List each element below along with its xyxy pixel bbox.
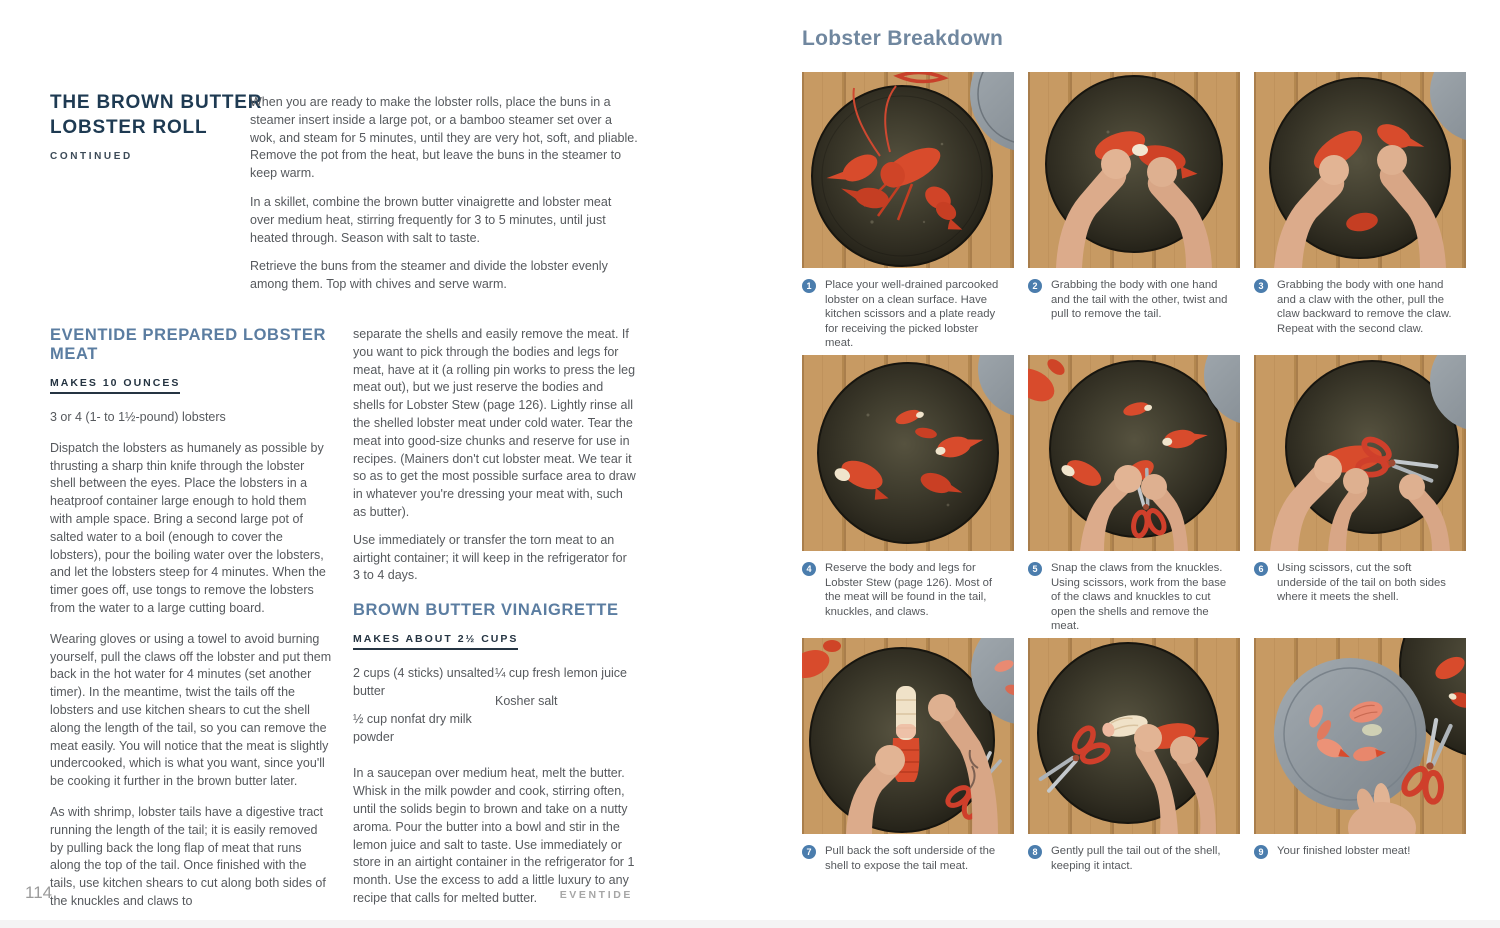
step-caption-text: Your finished lobster meat! (1277, 845, 1411, 857)
step-8-photo (1028, 638, 1240, 834)
method-paragraph: Wearing gloves or using a towel to avoid burning yourself, pull the claws off the lobster and put them back in the hot water for 4 minutes (set another timer). In the meantime, twist the tails off the lobsters and use kitchen shears to cut the shell along the length of the tail, so you can remove the meat easily. You will notice that the meat is slightly undercooked, which is what you want, since you'll be cooking it further in the brown butter later. (50, 631, 332, 789)
step-caption (1254, 278, 1466, 336)
step-5 (1028, 355, 1240, 634)
ingredient-line: ¼ cup fresh lemon juice (495, 666, 628, 681)
page-bottom-edge (0, 920, 1500, 928)
breakdown-title: Lobster Breakdown (802, 27, 1004, 50)
ingredient-line: 2 cups (4 sticks) unsalted butter (353, 666, 495, 698)
step-caption (1254, 561, 1466, 605)
intro-column (250, 94, 638, 305)
method-paragraph: separate the shells and easily remove the meat. If you want to pick through the bodies and legs for meat, have at it (a rolling pin works to press the leg meat out), but we just reserve the bodies and shells for Lobster Stew (page 126). Lightly rinse all the shelled lobster meat under cold water. Tear the meat into good-size chunks and reserve for use in recipes. (Mainers don't cut lobster meat. We tear it so as to get the most possible surface area to draw in whatever you're dressing your meat with, such as butter). (353, 327, 636, 519)
intro-paragraph: When you are ready to make the lobster rolls, place the buns in a steamer insert inside a large pot, or a bamboo steamer set over a wok, and steam for 5 minutes, until they are very hot, soft, and pliable. Remove the pot from the heat, but leave the buns in the steamer to keep warm. (250, 95, 638, 181)
sub-recipe-vinaigrette (353, 326, 637, 908)
step-number-badge: 2 (1028, 279, 1042, 293)
step-7-photo (802, 638, 1014, 834)
running-footer: EVENTIDE (559, 889, 633, 901)
step-caption (1254, 844, 1466, 859)
step-number-badge: 9 (1254, 845, 1268, 859)
method-paragraph: As with shrimp, lobster tails have a digestive tract running the length of the tail; it is easily removed by pulling back the long flap of meat that runs along the top of the tail. Once finished with the tails, use kitchen shears to cut along both sides of the knuckles and claws to (50, 804, 326, 908)
step-number-badge: 7 (802, 845, 816, 859)
step-6 (1254, 355, 1466, 605)
step-2 (1028, 72, 1240, 322)
step-2-photo (1028, 72, 1240, 268)
page-number: 114 (25, 883, 53, 902)
intro-paragraph: In a skillet, combine the brown butter vinaigrette and lobster meat over medium heat, stirring frequently for 3 to 5 minutes, until just heated through. Season with salt to taste. (250, 194, 612, 245)
step-caption (1028, 844, 1240, 873)
step-9-photo (1254, 638, 1466, 834)
method-paragraph: In a saucepan over medium heat, melt the butter. Whisk in the milk powder and cook, stirring often, until the solids begin to brown and take on a nutty aroma. Pour the butter into a bowl and stir in the lemon juice and salt to taste. Use immediately or store in an airtight container in the refrigerator for 1 month. Use the excess to add a little luxury to any recipe that calls for melted butter. (353, 766, 635, 905)
step-4-photo (802, 355, 1014, 551)
step-3 (1254, 72, 1466, 336)
step-8 (1028, 638, 1240, 873)
ingredient-line: 3 or 4 (1- to 1½-pound) lobsters (50, 410, 226, 424)
step-7 (802, 638, 1014, 873)
step-number-badge: 3 (1254, 279, 1268, 293)
step-caption (1028, 278, 1240, 322)
step-number-badge: 6 (1254, 562, 1268, 576)
step-caption-text: Pull back the soft underside of the shell to expose the tail meat. (825, 845, 996, 872)
yield-label: MAKES ABOUT 2½ CUPS (353, 633, 518, 650)
step-caption (802, 561, 1014, 619)
step-caption-text: Place your well-drained parcooked lobster on a clean surface. Have kitchen scissors and a plate ready for receiving the picked lobster meat. (825, 279, 999, 350)
step-caption-text: Using scissors, cut the soft underside of the tail on both sides where it meets the shell. (1277, 562, 1446, 604)
step-3-photo (1254, 72, 1466, 268)
continued-label: CONTINUED (50, 151, 133, 162)
step-number-badge: 1 (802, 279, 816, 293)
step-caption (1028, 561, 1240, 634)
step-1 (802, 72, 1014, 351)
sub-recipe-heading: EVENTIDE PREPARED LOBSTER MEAT (50, 326, 326, 363)
step-caption-text: Reserve the body and legs for Lobster Stew (page 126). Most of the meat will be found in the tail, knuckles, and claws. (825, 562, 993, 618)
step-caption-text: Grabbing the body with one hand and a claw with the other, pull the claw backward to remove the claw. Repeat with the second claw. (1277, 279, 1452, 335)
step-number-badge: 5 (1028, 562, 1042, 576)
method-paragraph: Use immediately or transfer the torn meat to an airtight container; it will keep in the refrigerator for 3 to 4 days. (353, 532, 627, 583)
yield-label: MAKES 10 OUNCES (50, 377, 180, 394)
step-1-photo (802, 72, 1014, 268)
step-4 (802, 355, 1014, 619)
ingredient-line: ½ cup nonfat dry milk powder (353, 711, 472, 744)
sub-recipe-heading: BROWN BUTTER VINAIGRETTE (353, 601, 619, 620)
step-caption-text: Gently pull the tail out of the shell, keeping it intact. (1051, 845, 1221, 872)
recipe-title: THE BROWN BUTTER LOBSTER ROLL (50, 92, 263, 139)
sub-recipe-lobster-meat (50, 326, 332, 911)
step-caption (802, 844, 1014, 873)
step-6-photo (1254, 355, 1466, 551)
step-caption (802, 278, 1014, 351)
method-paragraph: Dispatch the lobsters as humanely as possible by thrusting a sharp thin knife through the lobster shell between the eyes. Place the lobsters in a heatproof container large enough to hold them with ample space. Bring a second large pot of salted water to a boil (enough to cover the lobsters), pour the boiling water over the lobsters, and let the lobsters steep for 4 minutes. When the timer goes off, use tongs to remove the lobsters from the water to a large cutting board. (50, 440, 326, 615)
intro-paragraph: Retrieve the buns from the steamer and divide the lobster evenly among them. Top with chives and serve warm. (250, 259, 608, 292)
step-caption-text: Grabbing the body with one hand and the tail with the other, twist and pull to remove the tail. (1051, 279, 1228, 321)
ingredient-line: Kosher salt (495, 693, 558, 708)
step-9 (1254, 638, 1466, 859)
step-number-badge: 4 (802, 562, 816, 576)
step-caption-text: Snap the claws from the knuckles. Using scissors, work from the base of the claws and knuckles to cut open the shells and remove the meat. (1051, 562, 1227, 633)
step-5-photo (1028, 355, 1240, 551)
step-number-badge: 8 (1028, 845, 1042, 859)
ingredient-columns (353, 665, 637, 756)
